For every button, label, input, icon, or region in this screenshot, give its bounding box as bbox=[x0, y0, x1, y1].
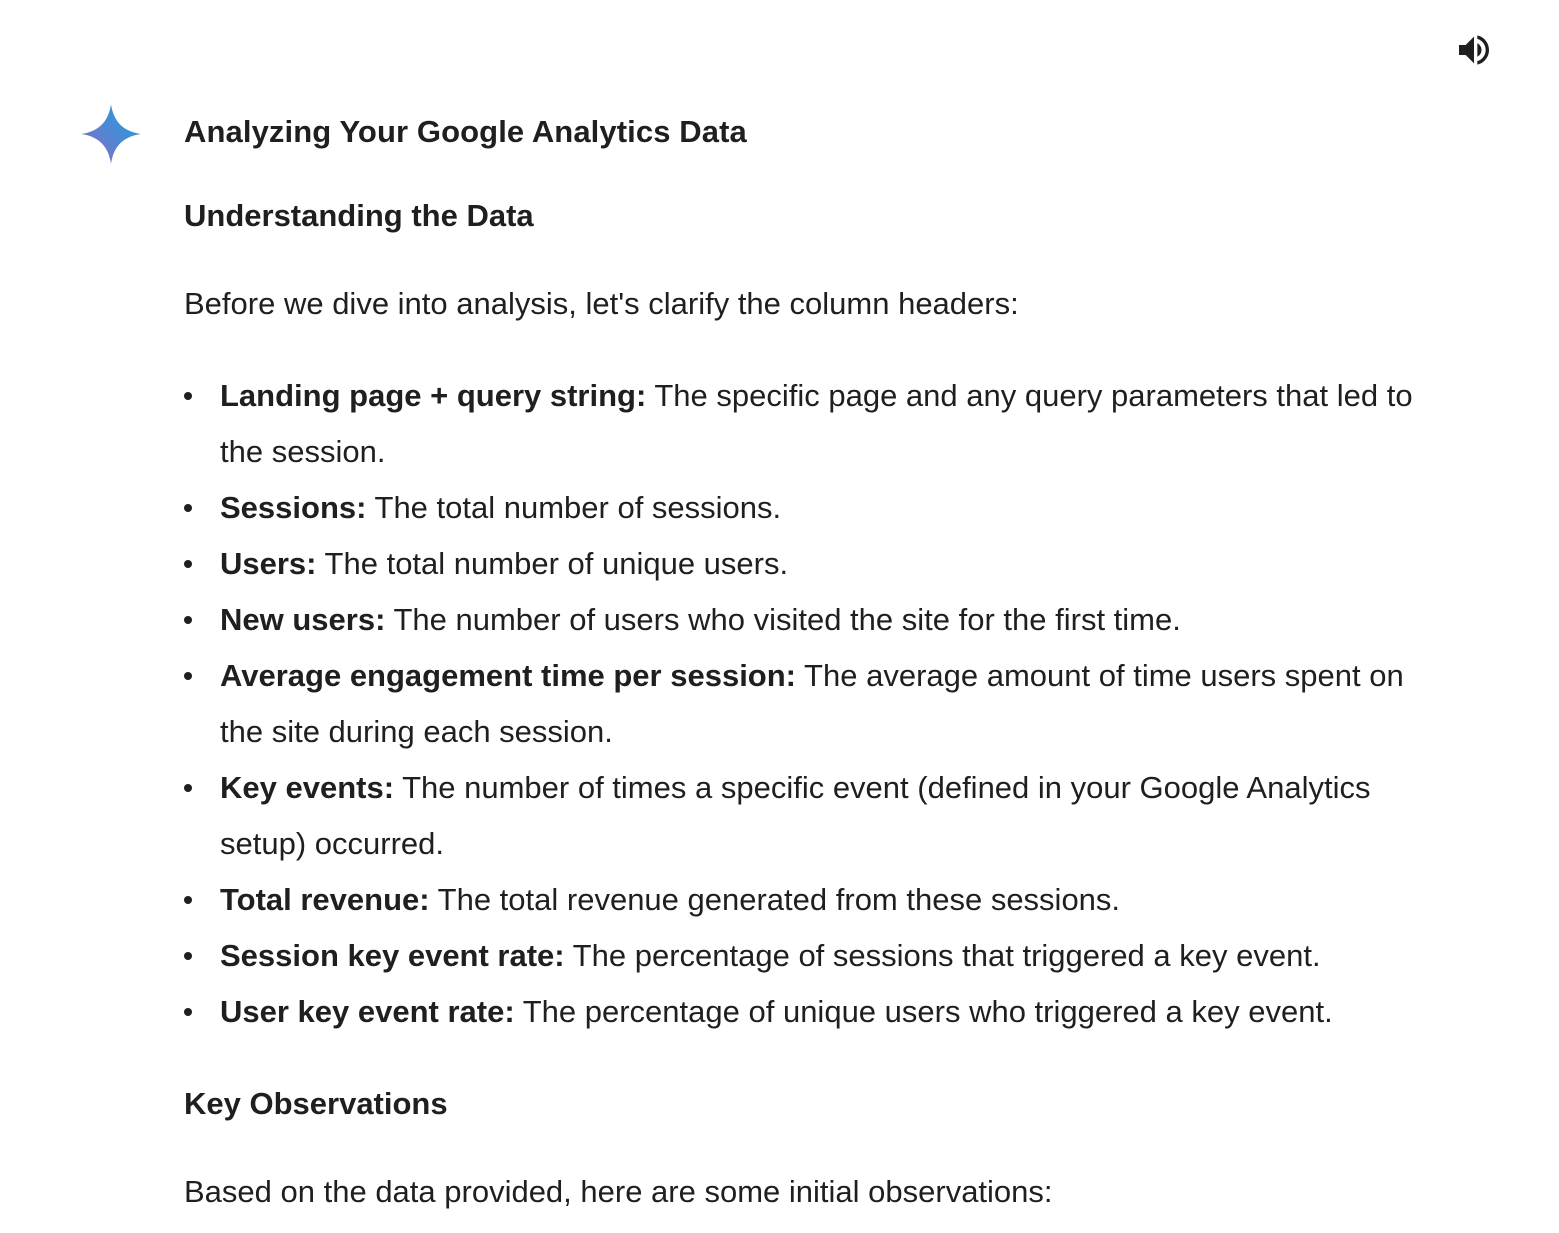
list-item-text: The percentage of unique users who triggered a key event. bbox=[514, 994, 1333, 1029]
list-item-term: Landing page + query string: bbox=[220, 378, 647, 413]
list-item-term: Session key event rate: bbox=[220, 938, 565, 973]
bullet-dot bbox=[184, 616, 192, 624]
bullet-dot bbox=[184, 504, 192, 512]
list-item bbox=[184, 368, 1444, 480]
read-aloud-button[interactable] bbox=[1450, 30, 1498, 74]
list-item-text: The average amount of time users spent on the site during each session. bbox=[220, 658, 1404, 749]
list-item-text: The number of times a specific event (defined in your Google Analytics setup) occurred. bbox=[220, 770, 1371, 861]
bullet-dot bbox=[184, 560, 192, 568]
speaker-icon bbox=[1454, 30, 1494, 75]
bullet-dot bbox=[184, 952, 192, 960]
list-item-text: The total number of unique users. bbox=[316, 546, 789, 581]
list-item bbox=[184, 592, 1444, 648]
list-item-term: New users: bbox=[220, 602, 386, 637]
list-item-text: The specific page and any query parameters that led to the session. bbox=[220, 378, 1413, 469]
response-title: Analyzing Your Google Analytics Data bbox=[184, 114, 747, 149]
list-item bbox=[184, 480, 1444, 536]
list-item bbox=[184, 648, 1444, 760]
bullet-dot bbox=[184, 784, 192, 792]
heading-understanding-data: Understanding the Data bbox=[184, 198, 534, 233]
list-item bbox=[184, 872, 1444, 928]
column-definitions-list bbox=[184, 368, 1444, 1040]
response-content bbox=[184, 108, 1444, 1216]
list-item bbox=[184, 536, 1444, 592]
list-item bbox=[184, 984, 1444, 1040]
list-item-text: The number of users who visited the site for the first time. bbox=[385, 602, 1181, 637]
list-item-term: Sessions: bbox=[220, 490, 367, 525]
list-item-term: Average engagement time per session: bbox=[220, 658, 796, 693]
list-item-text: The total revenue generated from these sessions. bbox=[429, 882, 1121, 917]
bullet-dot bbox=[184, 1008, 192, 1016]
intro-paragraph: Before we dive into analysis, let's clarify the column headers: bbox=[184, 286, 1019, 321]
observations-paragraph: Based on the data provided, here are some initial observations: bbox=[184, 1174, 1053, 1209]
list-item bbox=[184, 760, 1444, 872]
list-item-text: The percentage of sessions that triggered a key event. bbox=[564, 938, 1321, 973]
bullet-dot bbox=[184, 672, 192, 680]
list-item-term: Key events: bbox=[220, 770, 395, 805]
list-item-text: The total number of sessions. bbox=[366, 490, 782, 525]
list-item bbox=[184, 928, 1444, 984]
list-item-term: Users: bbox=[220, 546, 317, 581]
list-item-term: Total revenue: bbox=[220, 882, 430, 917]
heading-key-observations: Key Observations bbox=[184, 1086, 448, 1121]
bullet-dot bbox=[184, 392, 192, 400]
list-item-term: User key event rate: bbox=[220, 994, 515, 1029]
gemini-sparkle-icon bbox=[80, 103, 142, 165]
bullet-dot bbox=[184, 896, 192, 904]
